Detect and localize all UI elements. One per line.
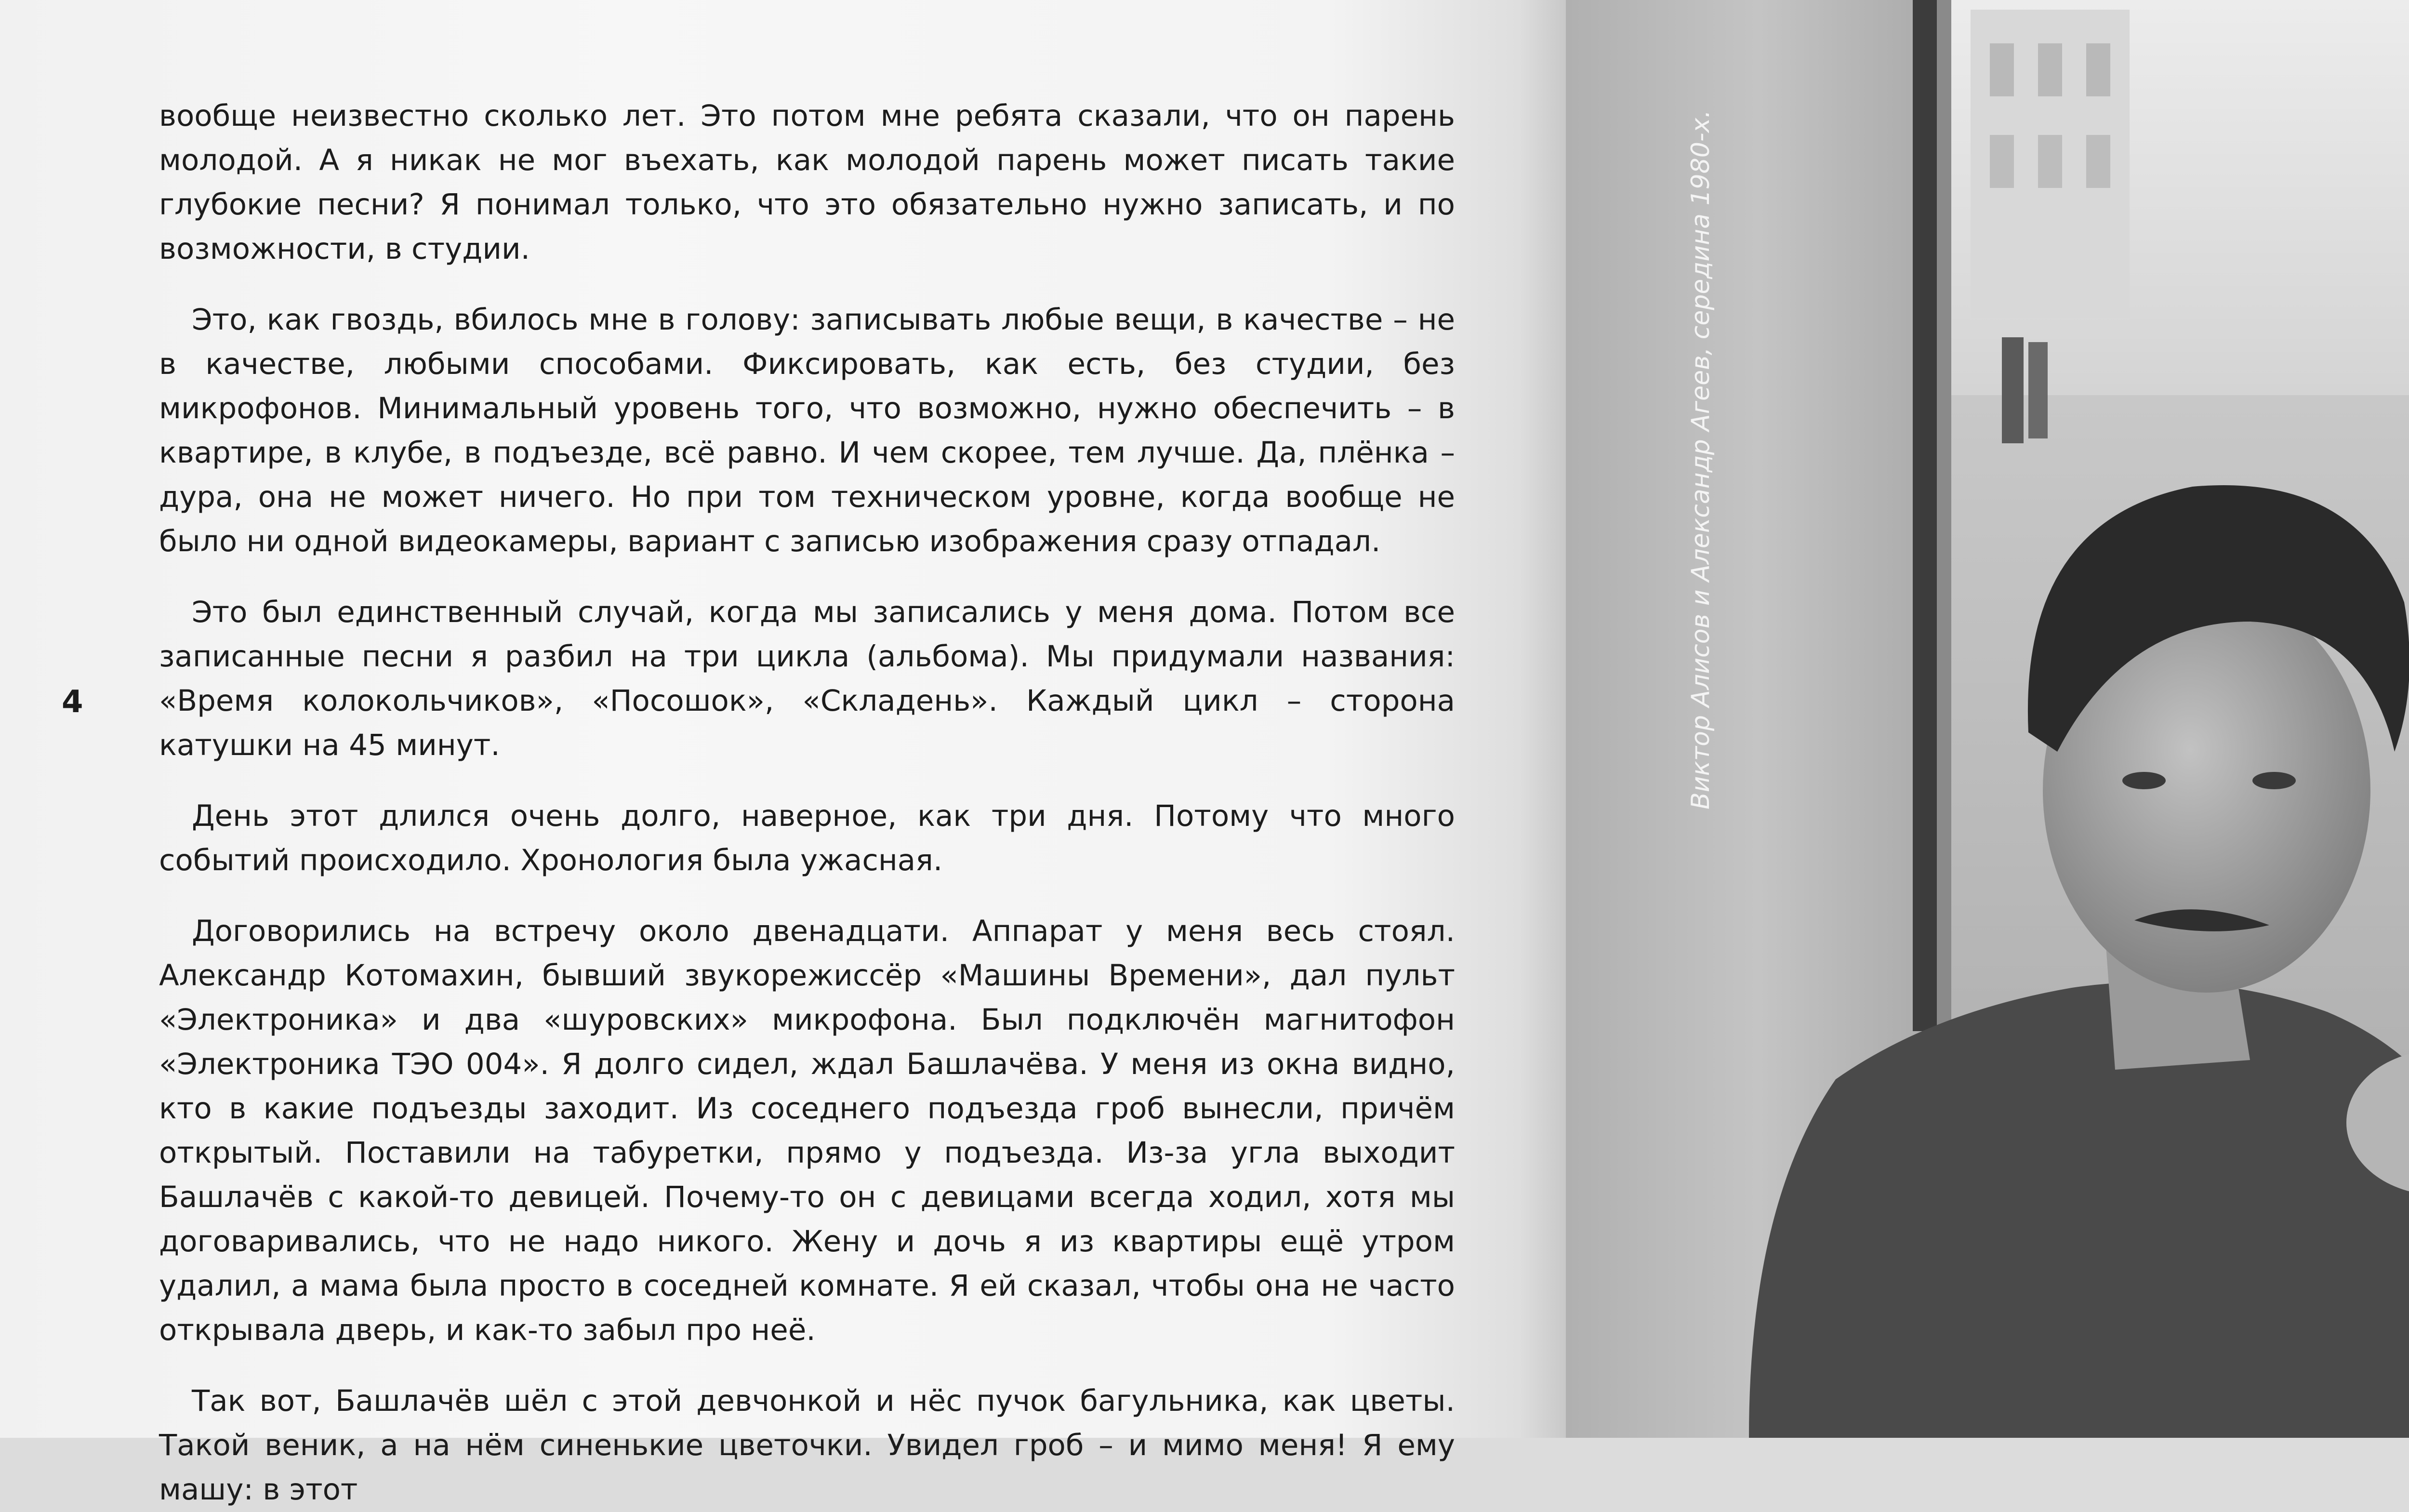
right-page — [1566, 0, 2409, 1438]
paragraph: вообще неизвестно сколько лет. Это потом мне ребята сказали, что он парень молодой. А я никак не мог въехать, как молодой парень может писать такие глубокие песни? Я понимал только, что это обязательно нужно записать, и по возможности, в студии. — [159, 99, 1455, 266]
body-text — [159, 94, 1455, 1512]
paragraph: Так вот, Башлачёв шёл с этой девчонкой и нёс пучок багульника, как цветы. Такой веник, а на нём синенькие цветочки. Увидел гроб – и мимо меня! Я ему машу: в этот — [159, 1384, 1455, 1507]
paragraph: Это, как гвоздь, вбилось мне в голову: записывать любые вещи, в качестве – не в качестве, любыми способами. Фиксировать, как есть, без студии, без микрофонов. Минимальный уровень того, что возможно, нужно обеспечить – в квартире, в клубе, в подъезде, всё равно. И чем скорее, тем лучше. Да, плёнка – дура, она не может ничего. Но при том техническом уровне, когда вообще не было ни одной видеокамеры, вариант с записью изображения сразу отпадал. — [159, 303, 1455, 558]
paragraph: День этот длился очень долго, наверное, как три дня. Потому что много событий происходило. Хронология была ужасная. — [159, 799, 1455, 877]
paragraph: Это был единственный случай, когда мы записались у меня дома. Потом все записанные песни я разбил на три цикла (альбома). Мы придумали названия: «Время колокольчиков», «Посошок», «Складень». Каждый цикл – сторона катушки на 45 минут. — [159, 595, 1455, 762]
page-number: 4 — [62, 684, 83, 720]
paragraph: Договорились на встречу около двенадцати. Аппарат у меня весь стоял. Александр Котомахин, бывший звукорежиссёр «Машины Времени», дал пульт «Электроника» и два «шуровских» микрофона. Был подключён магнитофон «Электроника ТЭО 004». Я долго сидел, ждал Башлачёва. У меня из окна видно, кто в какие подъезды заходит. Из соседнего подъезда гроб вынесли, причём открытый. Поставили на табуретки, прямо у подъезда. Из-за угла выходит Башлачёв с какой-то девицей. Почему-то он с девицами всегда ходил, хотя мы договаривались, что не надо никого. Жену и дочь я из квартиры ещё утром удалил, а мама была просто в соседней комнате. Я ей сказал, чтобы она не часто открывала дверь, и как-то забыл про неё. — [159, 914, 1455, 1347]
photo-caption: Виктор Алисов и Александр Агеев, середина 1980-х. — [1686, 110, 1715, 809]
